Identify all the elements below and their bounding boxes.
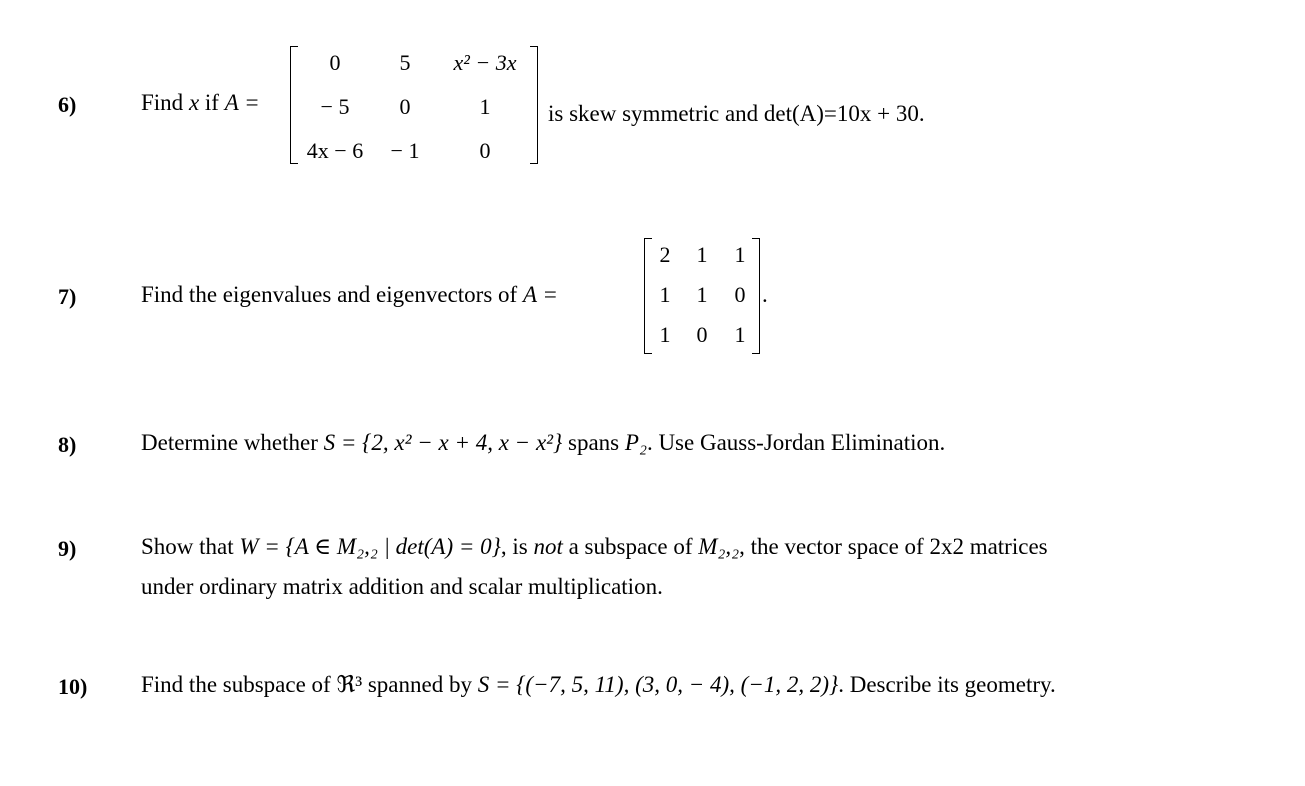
problem-text: . Describe its geometry. bbox=[838, 672, 1056, 697]
right-bracket bbox=[530, 46, 538, 164]
matrix-lhs: A = bbox=[224, 90, 260, 115]
problem-text: , is bbox=[500, 534, 534, 559]
matrix-cell: 1 bbox=[696, 242, 708, 267]
matrix-cell: 1 bbox=[659, 322, 671, 347]
problem-text: Find bbox=[141, 90, 189, 115]
matrix-6 bbox=[300, 50, 530, 164]
problem-7-lead bbox=[141, 282, 558, 308]
matrix-7 bbox=[648, 242, 758, 348]
space-symbol: M₂,₂ bbox=[698, 534, 740, 559]
problem-text: under ordinary matrix addition and scalar multiplication. bbox=[141, 574, 663, 599]
matrix-cell: 1 bbox=[479, 94, 491, 119]
matrix-cell: 1 bbox=[734, 322, 746, 347]
matrix-cell: 0 bbox=[399, 94, 411, 119]
problem-6-lead bbox=[141, 90, 260, 116]
problem-text: is skew symmetric and det(A)=10x + 30. bbox=[548, 101, 925, 126]
problem-text: if bbox=[199, 90, 225, 115]
problem-text: . Use Gauss-Jordan Elimination. bbox=[646, 430, 946, 455]
problem-number: 10) bbox=[58, 674, 88, 699]
problem-9-text bbox=[141, 534, 1048, 560]
problem-text: spanned by bbox=[362, 672, 478, 697]
matrix-cell: 0 bbox=[696, 322, 708, 347]
problem-number: 7) bbox=[58, 284, 77, 309]
matrix-cell: 0 bbox=[479, 138, 491, 163]
left-bracket bbox=[290, 46, 298, 164]
matrix-cell: 1 bbox=[659, 282, 671, 307]
set-expression: S = {(−7, 5, 11), (3, 0, − 4), (−1, 2, 2)} bbox=[477, 672, 839, 697]
problem-text: Find the eigenvalues and eigenvectors of bbox=[141, 282, 523, 307]
space-symbol: P₂ bbox=[624, 430, 647, 455]
problem-number: 9) bbox=[58, 536, 77, 561]
problem-number: 6) bbox=[58, 92, 77, 117]
problem-text: Determine whether bbox=[141, 430, 324, 455]
right-bracket bbox=[752, 238, 760, 354]
variable: x bbox=[188, 90, 200, 115]
space-symbol: ℜ³ bbox=[336, 672, 363, 697]
matrix-cell: 0 bbox=[734, 282, 746, 307]
problem-8-text bbox=[141, 430, 945, 456]
matrix-cell: 0 bbox=[329, 50, 341, 75]
problem-text: . bbox=[762, 282, 768, 307]
matrix-cell: 5 bbox=[399, 50, 411, 75]
matrix-cell: 2 bbox=[659, 242, 671, 267]
problem-number: 8) bbox=[58, 432, 77, 457]
matrix-cell: − 5 bbox=[320, 94, 350, 119]
matrix-cell: − 1 bbox=[390, 138, 420, 163]
matrix-cell: 1 bbox=[734, 242, 746, 267]
matrix-cell: x² − 3x bbox=[453, 50, 517, 75]
problem-text: Find the subspace of bbox=[141, 672, 337, 697]
matrix-cell: 4x − 6 bbox=[306, 138, 364, 163]
matrix-cell: 1 bbox=[696, 282, 708, 307]
problem-text: Show that bbox=[141, 534, 240, 559]
problem-10-text bbox=[141, 672, 1056, 698]
matrix-lhs: A = bbox=[522, 282, 558, 307]
problem-text: a subspace of bbox=[562, 534, 699, 559]
set-expression: W = {A ∈ M₂,₂ | det(A) = 0} bbox=[239, 534, 501, 559]
problem-text: spans bbox=[562, 430, 625, 455]
problem-text: , the vector space of 2x2 matrices bbox=[739, 534, 1048, 559]
emphasis: not bbox=[533, 534, 563, 559]
set-expression: S = {2, x² − x + 4, x − x²} bbox=[323, 430, 563, 455]
